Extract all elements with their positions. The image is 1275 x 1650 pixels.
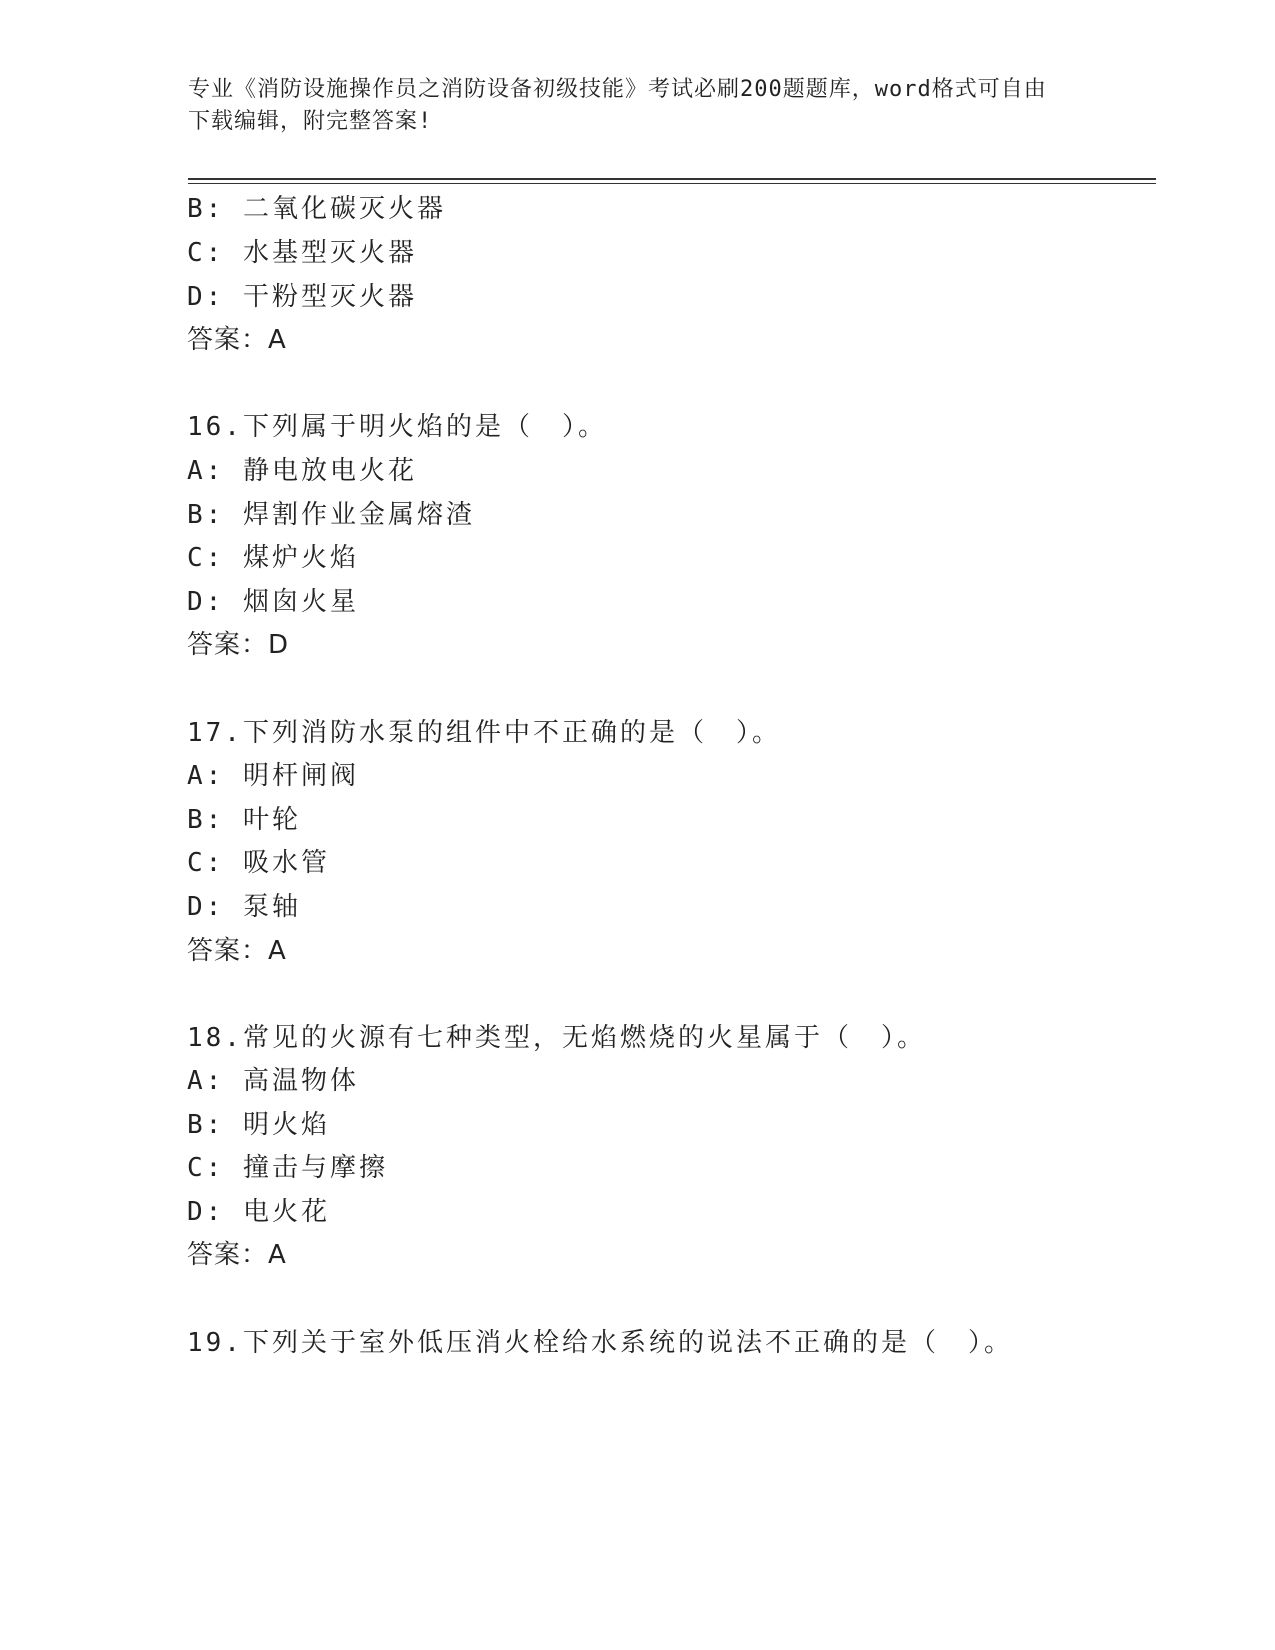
option-a: A: 静电放电火花 bbox=[187, 456, 417, 486]
option-b: B: 叶轮 bbox=[187, 805, 301, 835]
option-d: D: 干粉型灭火器 bbox=[187, 282, 417, 312]
document-header: 专业《消防设施操作员之消防设备初级技能》考试必刷200题题库，word格式可自由下载编辑，附完整答案! bbox=[188, 77, 1047, 134]
answer: 答案：A bbox=[187, 325, 287, 355]
question-stem: 17.下列消防水泵的组件中不正确的是（ ）。 bbox=[187, 718, 781, 748]
header-divider-thick bbox=[188, 178, 1156, 180]
option-d: D: 泵轴 bbox=[187, 892, 301, 922]
answer: 答案：A bbox=[187, 1240, 287, 1270]
option-b: B: 明火焰 bbox=[187, 1110, 330, 1140]
option-d: D: 电火花 bbox=[187, 1197, 330, 1227]
question-stem: 18.常见的火源有七种类型，无焰燃烧的火星属于（ ）。 bbox=[187, 1023, 926, 1053]
option-a: A: 高温物体 bbox=[187, 1066, 359, 1096]
question-stem: 16.下列属于明火焰的是（ ）。 bbox=[187, 412, 607, 442]
option-b: B: 焊割作业金属熔渣 bbox=[187, 500, 475, 530]
option-c: C: 吸水管 bbox=[187, 848, 330, 878]
option-d: D: 烟囱火星 bbox=[187, 587, 359, 617]
option-b: B: 二氧化碳灭火器 bbox=[187, 194, 446, 224]
answer: 答案：D bbox=[187, 630, 290, 660]
answer: 答案：A bbox=[187, 936, 287, 966]
header-divider-thin bbox=[188, 183, 1156, 184]
option-a: A: 明杆闸阀 bbox=[187, 761, 359, 791]
option-c: C: 水基型灭火器 bbox=[187, 238, 417, 268]
option-c: C: 撞击与摩擦 bbox=[187, 1153, 388, 1183]
option-c: C: 煤炉火焰 bbox=[187, 543, 359, 573]
question-stem: 19.下列关于室外低压消火栓给水系统的说法不正确的是（ ）。 bbox=[187, 1328, 1013, 1358]
